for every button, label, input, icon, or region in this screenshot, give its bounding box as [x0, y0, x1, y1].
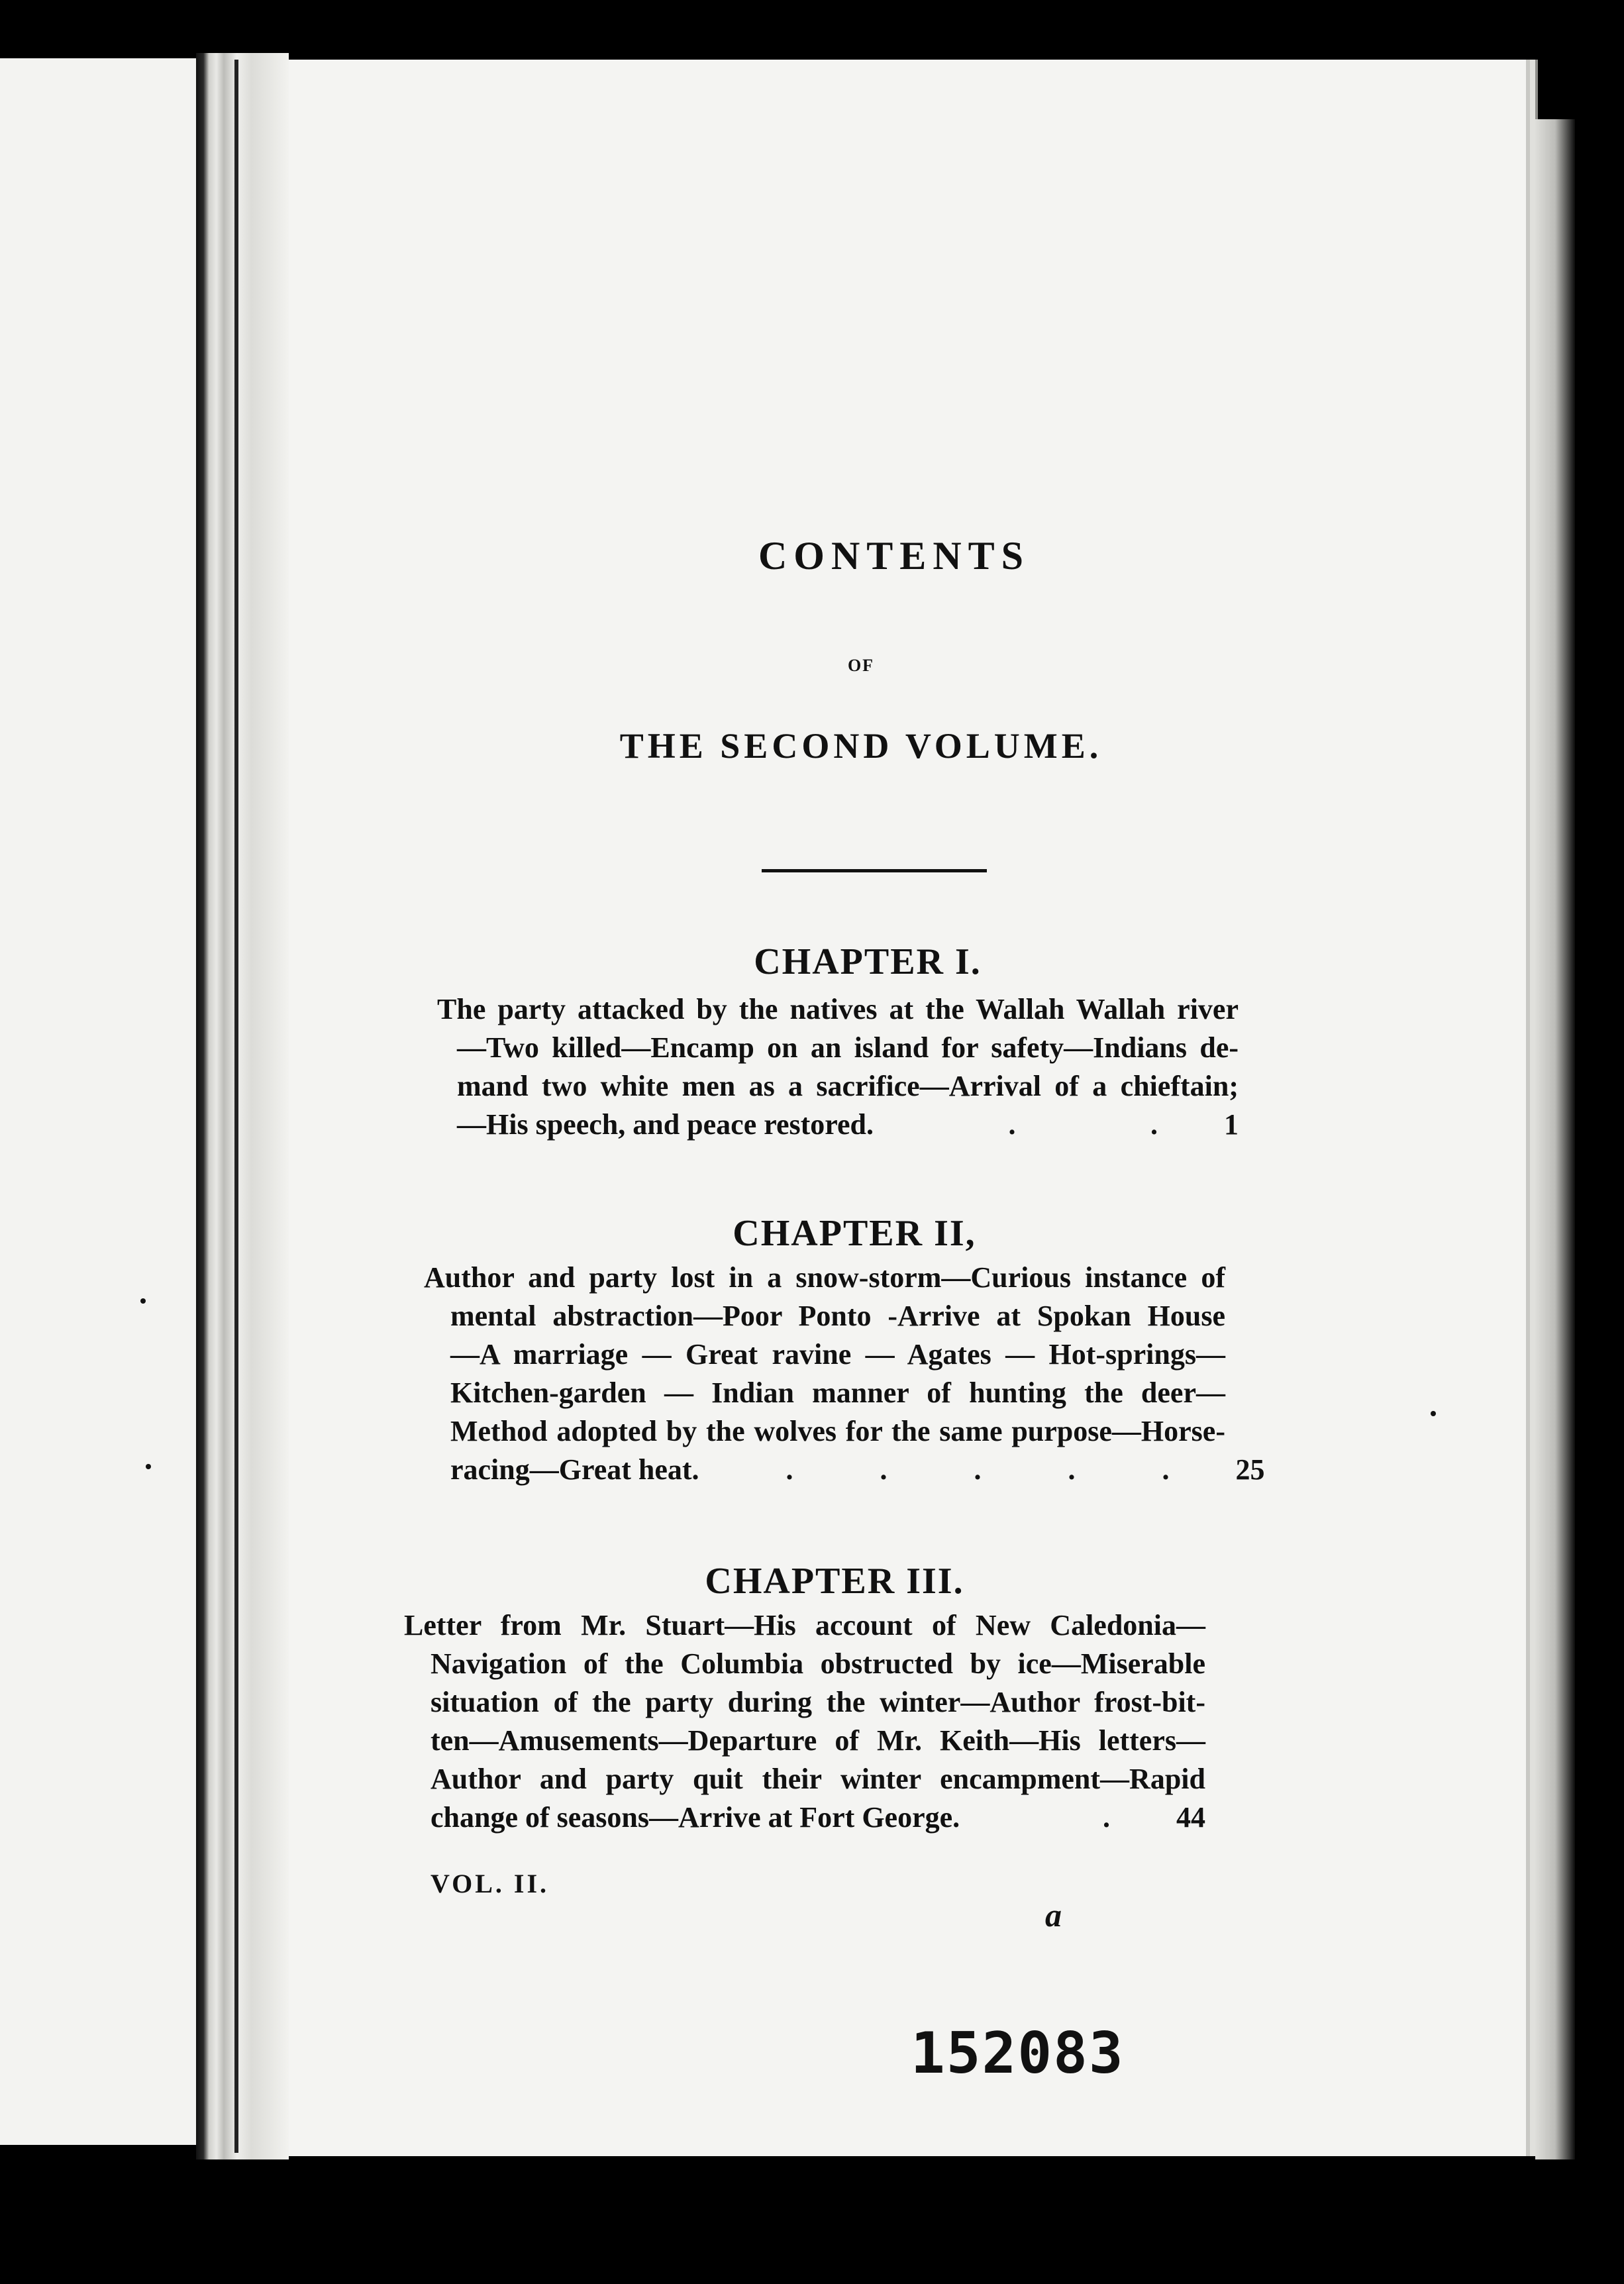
leader-dots: . . — [952, 1801, 1150, 1834]
chapter-1-line: The party attacked by the natives at the Wallah Wallah river — [437, 993, 1239, 1025]
chapter-1-line: mand two white men as a sacrifice—Arrival of a chieftain; — [457, 1070, 1239, 1102]
leader-dots: . . . — [866, 1108, 1197, 1141]
page-edge — [1535, 119, 1575, 2159]
signature-mark: a — [1045, 1896, 1062, 1934]
chapter-3-line: Author and party quit their winter encampment—Rapid — [431, 1763, 1205, 1795]
page-number: 1 — [1224, 1108, 1239, 1141]
ink-speck — [140, 1298, 146, 1304]
chapter-3-line: Navigation of the Columbia obstructed by ice—Miserable — [431, 1647, 1205, 1680]
of-heading: OF — [847, 656, 875, 675]
library-stamp: 152083 — [911, 2020, 1125, 2087]
page-number: 25 — [1235, 1453, 1265, 1486]
ink-speck — [146, 1464, 151, 1469]
volume-footer: VOL. II. — [431, 1869, 550, 1898]
contents-heading: CONTENTS — [758, 534, 1031, 578]
chapter-3-summary — [404, 1606, 1205, 1837]
chapter-2-line: Kitchen-garden — Indian manner of hunting the deer— — [450, 1376, 1225, 1409]
chapter-3-line: situation of the party during the winter—Author frost-bit- — [431, 1686, 1205, 1718]
page-number: 44 — [1176, 1801, 1205, 1834]
ink-speck — [1431, 1411, 1436, 1416]
chapter-1-summary — [437, 990, 1239, 1144]
book-gutter — [196, 53, 289, 2159]
chapter-2-line: mental abstraction—Poor Ponto -Arrive at Spokan House — [450, 1300, 1225, 1332]
chapter-1-line: —Two killed—Encamp on an island for safety—Indians de- — [457, 1031, 1239, 1064]
chapter-1-line: —His speech, and peace restored — [457, 1108, 866, 1141]
chapter-2-line: racing—Great heat — [450, 1453, 692, 1486]
chapter-2-line: —A marriage — Great ravine — Agates — Hot-springs— — [450, 1338, 1225, 1371]
chapter-2-line: Author and party lost in a snow-storm—Curious instance of — [424, 1261, 1225, 1294]
chapter-3-title: CHAPTER III. — [705, 1561, 964, 1602]
chapter-2-title: CHAPTER II, — [733, 1213, 976, 1254]
facing-page — [0, 58, 196, 2145]
chapter-3-line: Letter from Mr. Stuart—His account of New Caledonia— — [404, 1609, 1205, 1641]
chapter-2-last-line — [424, 1451, 1265, 1489]
chapter-3-line: change of seasons—Arrive at Fort George — [431, 1801, 953, 1834]
chapter-3-last-line — [404, 1798, 1205, 1837]
chapter-1-title: CHAPTER I. — [754, 941, 982, 982]
divider-rule — [762, 869, 987, 872]
chapter-1-last-line — [437, 1106, 1239, 1144]
volume-heading: THE SECOND VOLUME. — [619, 726, 1103, 766]
chapter-2-summary — [424, 1259, 1265, 1489]
chapter-2-line: Method adopted by the wolves for the same purpose—Horse- — [450, 1415, 1225, 1447]
leader-dots: . . . . . . — [691, 1453, 1209, 1486]
chapter-3-line: ten—Amusements—Departure of Mr. Keith—His letters— — [431, 1724, 1205, 1757]
